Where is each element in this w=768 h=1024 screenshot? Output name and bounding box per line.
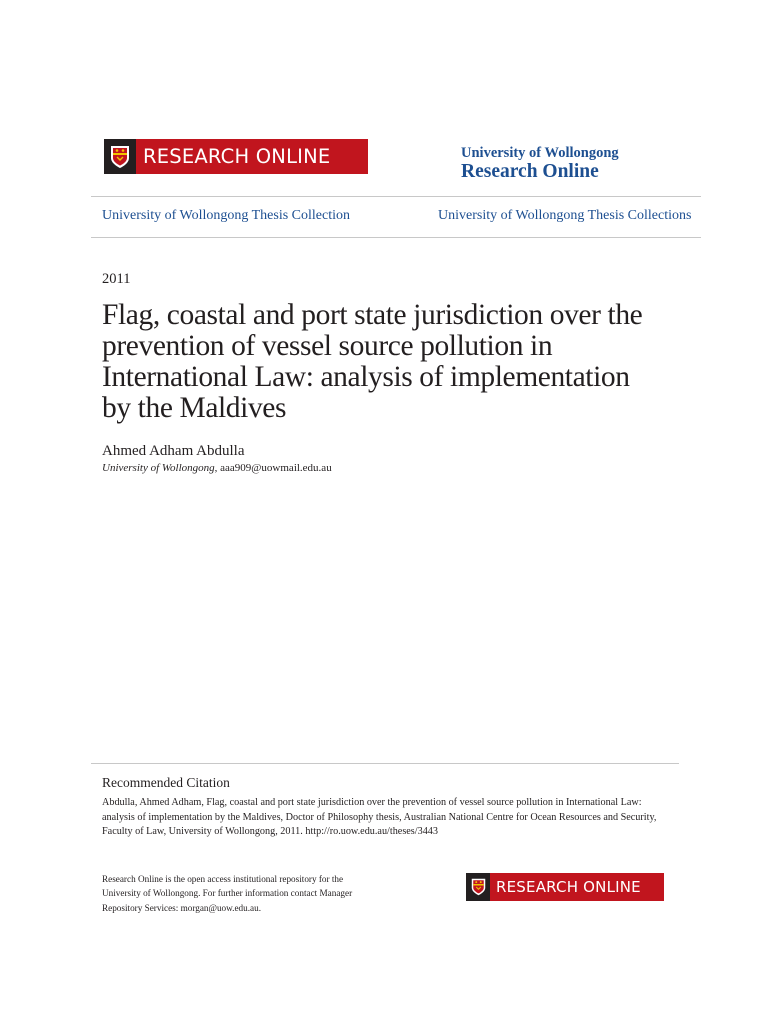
- author-name[interactable]: Ahmed Adham Abdulla: [102, 443, 245, 459]
- author-affiliation: [102, 462, 332, 474]
- affiliation-institution: University of Wollongong: [102, 462, 215, 474]
- university-crest-icon: [104, 139, 136, 174]
- repository-name[interactable]: Research Online: [461, 161, 599, 182]
- repository-notice-line: Research Online is the open access institutional repository for the: [102, 874, 344, 884]
- thesis-collections-link[interactable]: University of Wollongong Thesis Collections: [438, 208, 692, 223]
- research-online-logo[interactable]: [104, 139, 368, 174]
- footer-logo-wordmark: RESEARCH ONLINE: [496, 878, 641, 896]
- citation-text: Abdulla, Ahmed Adham, Flag, coastal and port state jurisdiction over the prevention of vessel source pollution in International Law: analysis of implementation by the Maldives, Doctor of Philosophy thesis, Australian National Centre for Ocean Resources and Security, Faculty of Law, University of Wollongong, 2011. http://ro.uow.edu.au/theses/3443: [102, 797, 657, 837]
- university-name[interactable]: University of Wollongong: [461, 145, 619, 161]
- author-email[interactable]: , aaa909@uowmail.edu.au: [214, 462, 332, 474]
- university-crest-icon: [466, 873, 490, 901]
- citation-heading: Recommended Citation: [102, 775, 230, 790]
- thesis-collection-link[interactable]: University of Wollongong Thesis Collection: [102, 208, 351, 223]
- repository-notice-line: Repository Services: morgan@uow.edu.au.: [102, 902, 262, 913]
- repository-notice-line: University of Wollongong. For further information contact Manager: [102, 888, 353, 899]
- header-divider: [91, 196, 701, 197]
- logo-wordmark: RESEARCH ONLINE: [143, 145, 331, 168]
- citation-divider: [91, 763, 679, 764]
- footer-research-online-logo[interactable]: [466, 873, 664, 901]
- repository-notice: [102, 872, 392, 915]
- thesis-title[interactable]: Flag, coastal and port state jurisdiction over the prevention of vessel source pollution in International Law: analysis of implementation by the Maldives: [102, 299, 643, 424]
- collections-divider: [91, 237, 701, 238]
- publication-year: 2011: [102, 271, 131, 287]
